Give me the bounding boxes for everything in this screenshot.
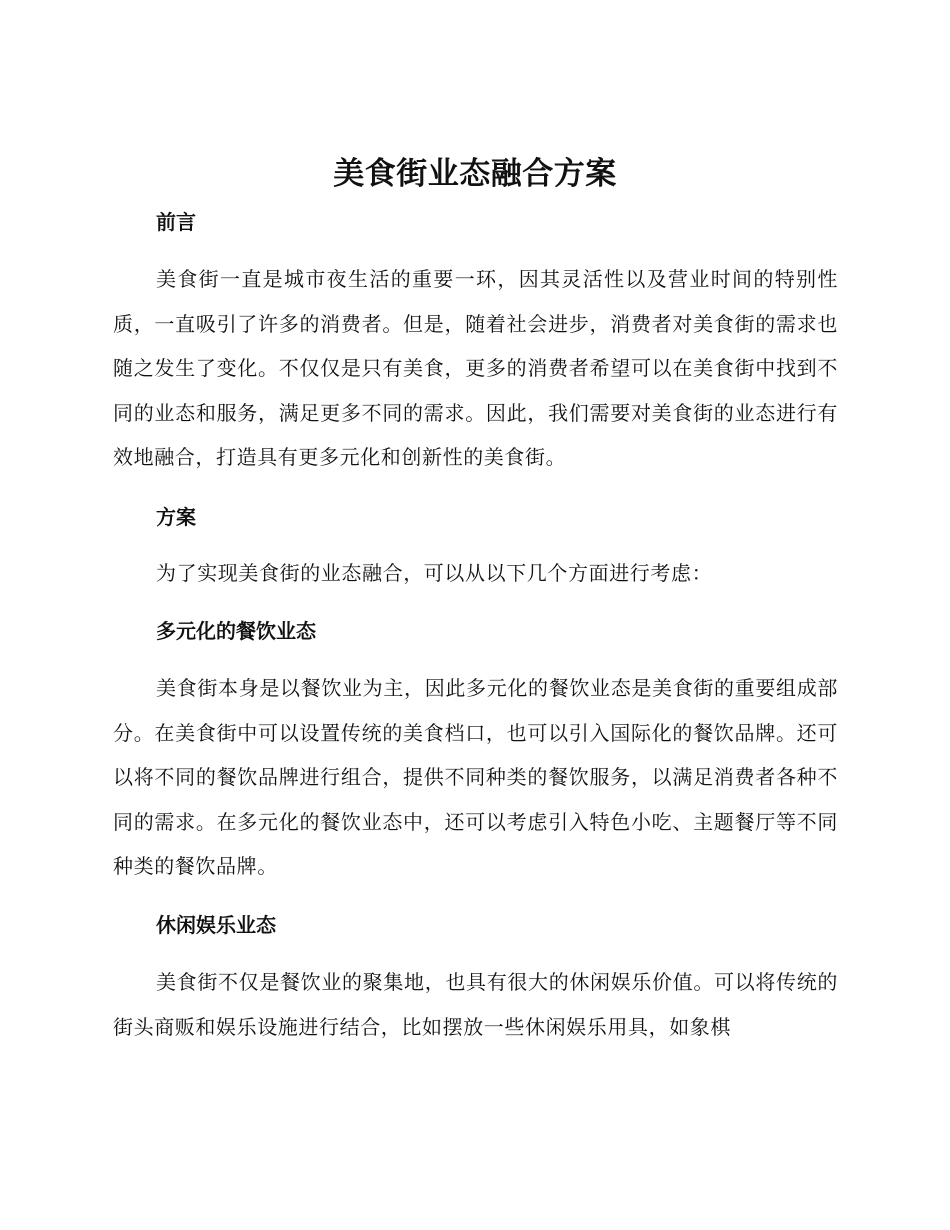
paragraph-preface: 美食街一直是城市夜生活的重要一环，因其灵活性以及营业时间的特别性质，一直吸引了许多的消费者。但是，随着社会进步，消费者对美食街的需求也随之发生了变化。不仅仅是只有美食，更多的消费者希望可以在美食街中找到不同的业态和服务，满足更多不同的需求。因此，我们需要对美食街的业态进行有效地融合，打造具有更多元化和创新性的美食街。 [113, 267, 838, 470]
document-title: 美食街业态融合方案 [333, 156, 617, 192]
section-heading-preface: 前言 [156, 210, 196, 234]
paragraph-diversified-dining: 美食街本身是以餐饮业为主，因此多元化的餐饮业态是美食街的重要组成部分。在美食街中可以设置传统的美食档口，也可以引入国际化的餐饮品牌。还可以将不同的餐饮品牌进行组合，提供不同种类的餐饮服务，以满足消费者各种不同的需求。在多元化的餐饮业态中，还可以考虑引入特色小吃、主题餐厅等不同种类的餐饮品牌。 [113, 676, 838, 879]
section-heading-plan: 方案 [156, 505, 196, 529]
section-heading-diversified-dining: 多元化的餐饮业态 [156, 619, 316, 643]
paragraph-leisure-entertainment: 美食街不仅是餐饮业的聚集地，也具有很大的休闲娱乐价值。可以将传统的街头商贩和娱乐设施进行结合，比如摆放一些休闲娱乐用具，如象棋 [113, 970, 838, 1039]
paragraph-plan: 为了实现美食街的业态融合，可以从以下几个方面进行考虑： [156, 561, 713, 585]
section-heading-leisure-entertainment: 休闲娱乐业态 [156, 913, 276, 937]
